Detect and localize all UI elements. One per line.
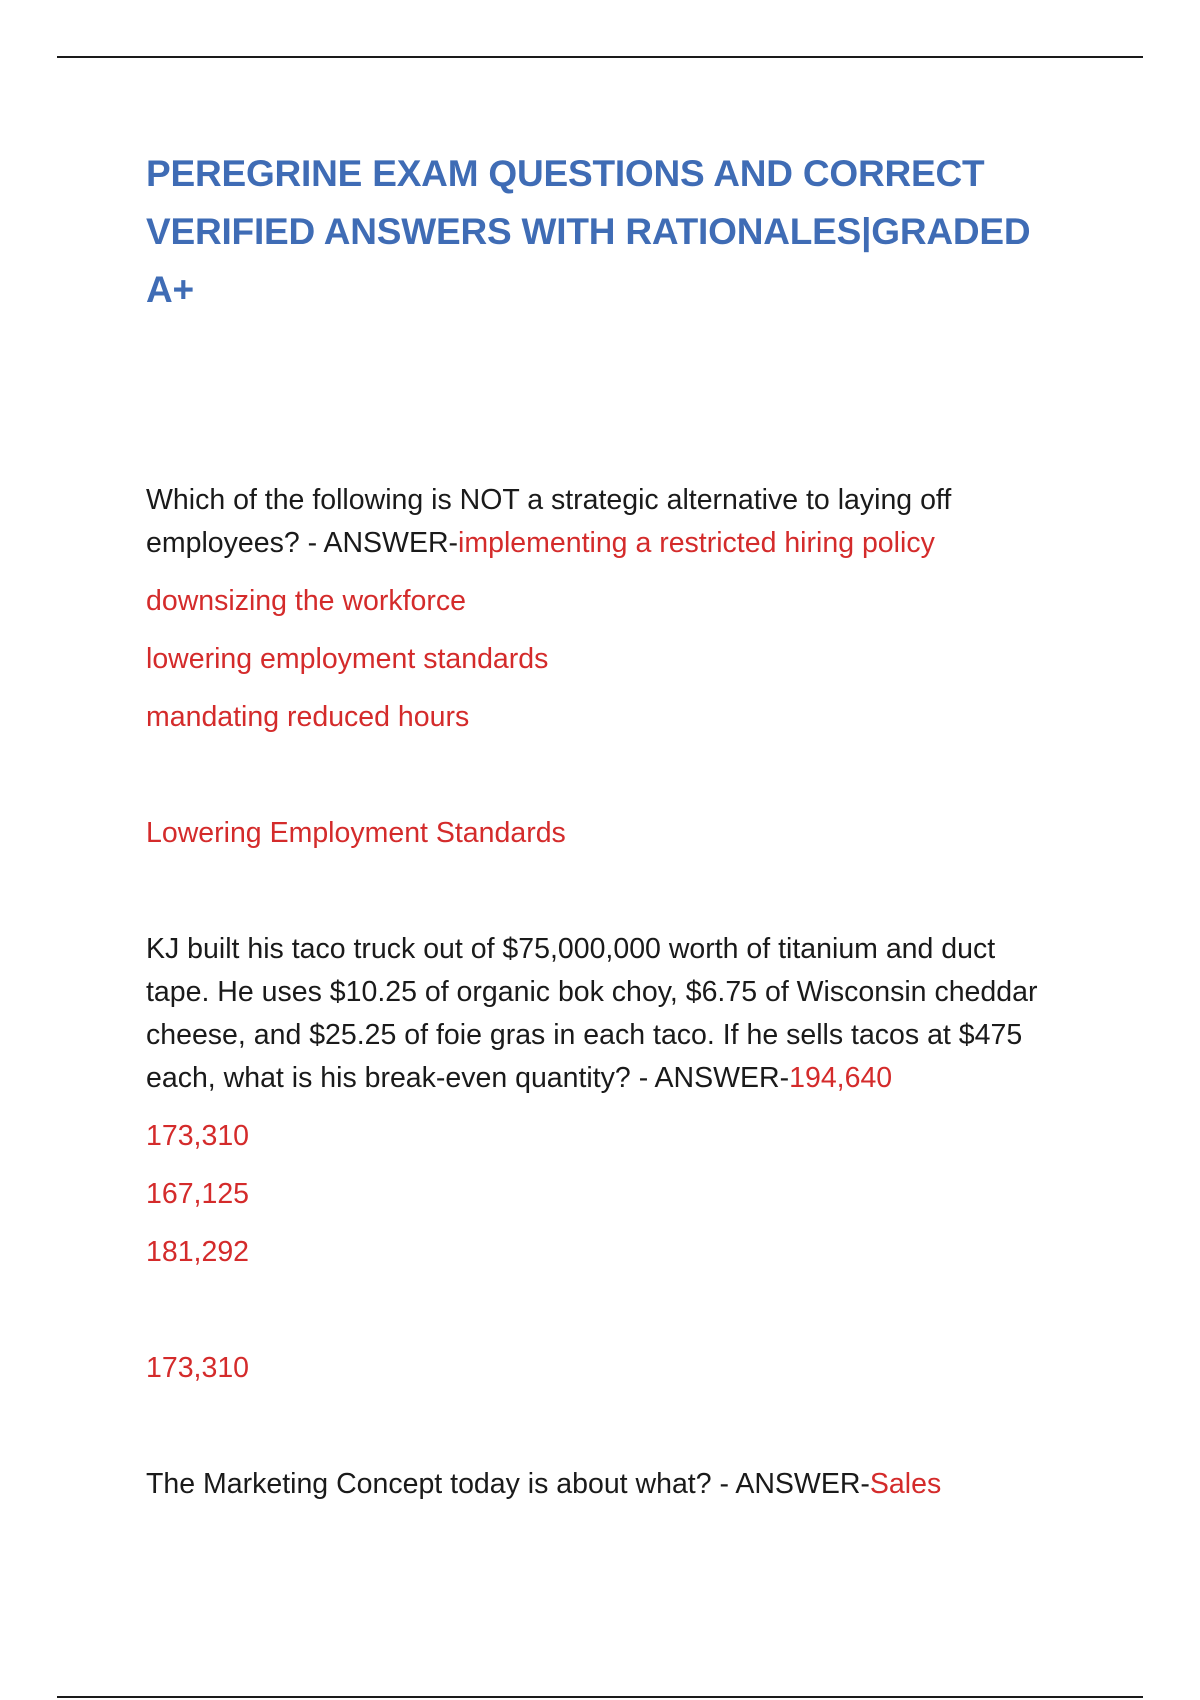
correct-answer: 173,310 — [146, 1352, 250, 1384]
answer-marker: - ANSWER- — [638, 1062, 790, 1094]
answer-option: implementing a restricted hiring policy — [458, 527, 935, 559]
answer-option: 173,310 — [146, 1120, 250, 1152]
answer-option: mandating reduced hours — [146, 701, 470, 733]
answer-option: 181,292 — [146, 1236, 250, 1268]
question-block — [146, 479, 1066, 565]
question-text: KJ built his taco truck out of $75,000,000 worth of titanium and duct tape. He uses $10.25 of organic bok choy, $6.75 of Wisconsin cheddar cheese, and $25.25 of foie gras in each taco. If he sells tacos at $475 each, what is his break-even quantity? — [146, 933, 1038, 1094]
question-block — [146, 928, 1066, 1100]
answer-option: lowering employment standards — [146, 643, 549, 675]
question-text: The Marketing Concept today is about what? — [146, 1468, 712, 1500]
question-block — [146, 1463, 1066, 1506]
question-text: Which of the following is NOT a strategic alternative to laying off employees? — [146, 484, 952, 559]
answer-marker: - ANSWER- — [307, 527, 459, 559]
bottom-rule — [57, 1696, 1143, 1698]
answer-option: 167,125 — [146, 1178, 250, 1210]
document-title: PEREGRINE EXAM QUESTIONS AND CORRECT VERIFIED ANSWERS WITH RATIONALES|GRADED A+ — [146, 153, 1031, 310]
answer-option: downsizing the workforce — [146, 585, 466, 617]
top-rule — [57, 56, 1143, 58]
document-body — [146, 145, 1066, 1506]
answer-marker: - ANSWER- — [719, 1468, 870, 1500]
correct-answer: Lowering Employment Standards — [146, 817, 566, 849]
answer-option: Sales — [869, 1468, 942, 1500]
answer-option: 194,640 — [789, 1062, 893, 1094]
